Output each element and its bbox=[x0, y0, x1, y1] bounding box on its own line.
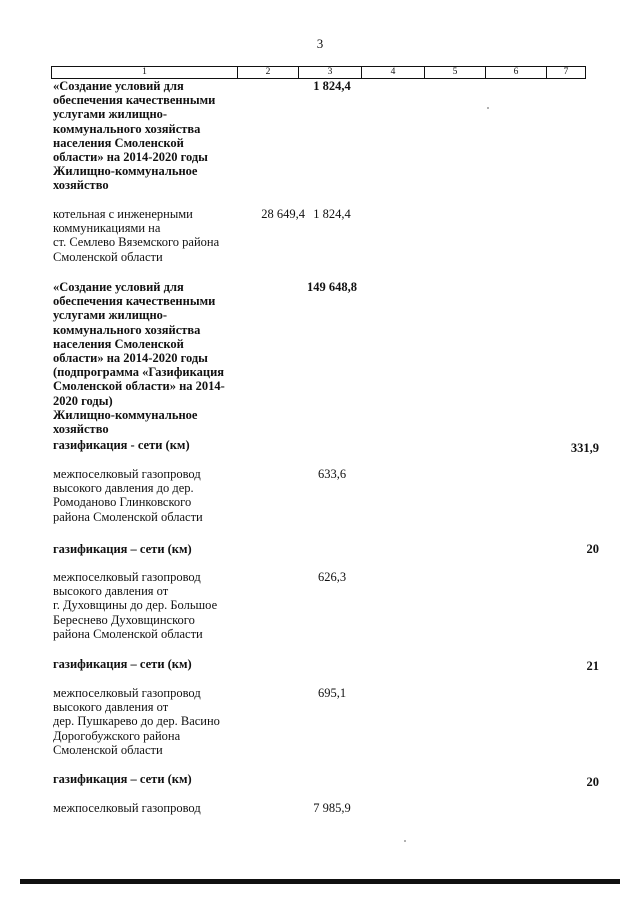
scan-speck bbox=[404, 840, 406, 842]
column-header-5: 5 bbox=[425, 67, 486, 79]
row-name: газификация – сети (км) bbox=[53, 542, 192, 556]
row-col3: 1 824,4 bbox=[313, 79, 351, 93]
row-name: газификация - сети (км) bbox=[53, 438, 190, 452]
row-name: котельная с инженерными коммуникациями на ст. Семлево Вяземского района Смоленской области bbox=[53, 207, 220, 264]
row-name: межпоселковый газопровод высокого давления от дер. Пушкарево до дер. Васино Дорогобужского района Смоленской области bbox=[53, 686, 220, 757]
column-header-1: 1 bbox=[52, 67, 238, 79]
row-col7: 331,9 bbox=[570, 441, 599, 455]
row-col7: 21 bbox=[586, 659, 599, 673]
row-name: газификация – сети (км) bbox=[53, 772, 192, 786]
page-number: 3 bbox=[316, 36, 324, 51]
column-header-3: 3 bbox=[299, 67, 362, 79]
column-header-6: 6 bbox=[486, 67, 547, 79]
row-col7: 20 bbox=[586, 542, 599, 556]
scan-speck bbox=[487, 107, 489, 109]
row-name: межпоселковый газопровод высокого давления от г. Духовщины до дер. Большое Береснево Духовщинского района Смоленской области bbox=[53, 570, 218, 641]
row-col7: 20 bbox=[586, 775, 599, 789]
column-header-table bbox=[51, 66, 586, 79]
scan-edge-bar bbox=[20, 879, 620, 884]
row-col3: 149 648,8 bbox=[307, 280, 357, 294]
row-col3: 7 985,9 bbox=[313, 801, 351, 815]
row-col3: 1 824,4 bbox=[313, 207, 351, 221]
row-col2: 28 649,4 bbox=[261, 207, 305, 221]
row-name: межпоселковый газопровод высокого давления до дер. Ромоданово Глинковского района Смоленской области bbox=[53, 467, 203, 524]
column-header-7: 7 bbox=[547, 67, 586, 79]
row-name: газификация – сети (км) bbox=[53, 657, 192, 671]
row-col3: 633,6 bbox=[317, 467, 347, 481]
row-name: «Создание условий для обеспечения качественными услугами жилищно- коммунального хозяйства населения Смоленской области» на 2014-2020 годы (подпрограмма «Газификация Смоленской области» на 2014- 2020 годы) Жилищно-коммунальное хозяйство bbox=[53, 280, 225, 437]
column-header-4: 4 bbox=[362, 67, 425, 79]
row-col3: 695,1 bbox=[317, 686, 347, 700]
row-name: межпоселковый газопровод bbox=[53, 801, 201, 815]
row-col3: 626,3 bbox=[317, 570, 347, 584]
column-header-2: 2 bbox=[238, 67, 299, 79]
row-name: «Создание условий для обеспечения качественными услугами жилищно- коммунального хозяйства населения Смоленской области» на 2014-2020 годы Жилищно-коммунальное хозяйство bbox=[53, 79, 216, 193]
